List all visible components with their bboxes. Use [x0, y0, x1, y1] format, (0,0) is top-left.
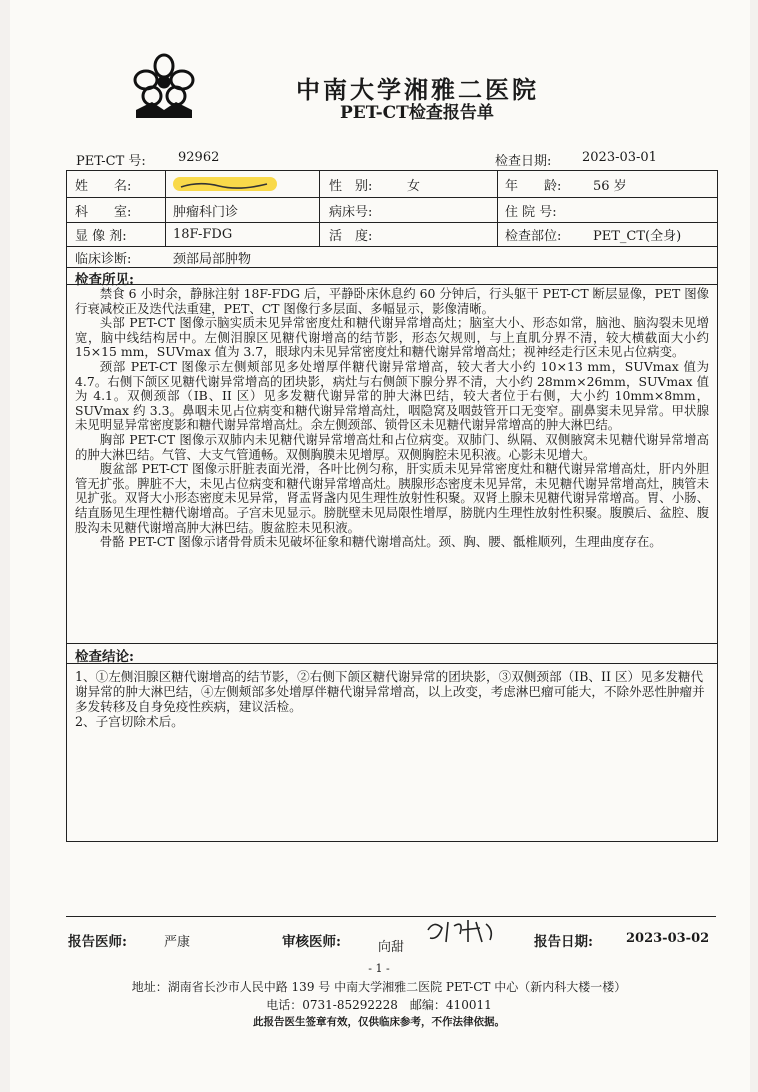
activity-label: 活 度:: [329, 229, 373, 244]
top-info-line: [70, 150, 710, 170]
reviewer-label: 审核医师:: [282, 934, 341, 950]
row-tracer-site: [67, 223, 717, 247]
report-date: 2023-03-02: [626, 931, 710, 946]
exam-date-label: 检查日期:: [495, 154, 552, 169]
findings-body: [75, 287, 709, 550]
row-dept-bed: [67, 198, 717, 223]
conclusion-item: 2、子宫切除术后。: [75, 714, 184, 729]
gender-label: 性 别:: [329, 178, 373, 194]
findings-paragraph: 腹盆部 PET-CT 图像示肝脏表面光滑，各叶比例匀称，肝实质未见异常密度灶和糖代谢异常增高灶，肝内外胆管无扩张。脾脏不大，未见占位病变和糖代谢异常增高灶。胰腺形态密度未见异常，未见糖代谢异常增高灶，胰管未见扩张。双肾大小形态密度未见异常，肾盂肾盏内见生理性放射性积聚。双肾上腺未见糖代谢异常增高。胃、小肠、结直肠见生理性糖代谢增高。子宫未见显示。膀胱壁未见局限性增厚，膀胱内生理性放射性积聚。腹膜后、盆腔、腹股沟未见糖代谢增高肿大淋巴结。腹盆腔未见积液。: [75, 461, 709, 535]
petct-number: 92962: [178, 150, 220, 165]
doctor-label: 报告医师:: [68, 934, 127, 950]
footer-note: 此报告医生签章有效，仅供临床参考，不作法律依据。: [253, 1016, 505, 1028]
report-date-label: 报告日期:: [534, 934, 593, 950]
footer-phone: 电话：0731-85292228 邮编：410011: [266, 998, 492, 1012]
report-title: PET-CT检查报告单: [340, 103, 494, 123]
gender-value: 女: [407, 178, 421, 194]
name-label: 姓 名:: [75, 178, 132, 194]
age-value: 56 岁: [593, 178, 627, 194]
findings-paragraph: 骨骼 PET-CT 图像示诸骨骨质未见破坏征象和糖代谢增高灶。颈、胸、腰、骶椎顺列，生理曲度存在。: [99, 534, 662, 550]
findings-paragraph: 颈部 PET-CT 图像示左侧颊部见多处增厚伴糖代谢异常增高，较大者大小约 10×13 mm，SUVmax 值为 4.7。右侧下颌区见糖代谢异常增高的团块影，病灶与右侧颌下腺分界不清，大小约 28mm×26mm，SUVmax 值为 4.1。双侧颈部（IB、II 区）见多发糖代谢异常的肿大淋巴结，较大者位于右侧，大小约 10mm×8mm，SUVmax 约 3.3。鼻咽未见占位病变和糖代谢异常增高灶，咽隐窝及咽鼓管开口无变窄。副鼻窦未见异常。甲状腺未见明显异常密度影和糖代谢异常增高灶。余左侧颈部、锁骨区未见糖代谢异常增高的肿大淋巴结。: [75, 358, 709, 433]
redacted-name-highlight: [173, 177, 277, 191]
findings-title: 检查所见:: [75, 272, 134, 288]
exam-date: 2023-03-01: [582, 150, 657, 165]
findings-paragraph: 头部 PET-CT 图像示脑实质未见异常密度灶和糖代谢异常增高灶；脑室大小、形态如常，脑池、脑沟裂未见增宽，脑中线结构居中。左侧泪腺区见糖代谢增高的结节影，形态欠规则，与上直肌分界不清，较大横截面大小约 15×15 mm，SUVmax 值为 3.7，眼球内未见异常密度灶和糖代谢异常增高灶；视神经走行区未见占位病变。: [75, 315, 709, 360]
conclusion-item: 1、①左侧泪腺区糖代谢增高的结节影，②右侧下颌区糖代谢异常的团块影，③双侧颈部（IB、II 区）见多发糖代谢异常的肿大淋巴结，④左侧颊部多处增厚伴糖代谢异常增高，以上改变，考虑淋巴瘤可能大，不除外恶性肿瘤并多发转移及自身免疫性疾病，建议活检。: [75, 669, 705, 714]
tracer-value: 18F-FDG: [173, 227, 233, 242]
age-label: 年 龄:: [505, 178, 562, 194]
site-value: PET_CT(全身): [593, 229, 682, 244]
bed-label: 病床号:: [329, 204, 373, 220]
site-label: 检查部位:: [505, 229, 562, 244]
signature-line: [68, 928, 728, 955]
row-diagnosis: [67, 247, 717, 268]
name-value: [173, 171, 277, 197]
hospital-logo: [132, 52, 196, 120]
inpatient-label: 住 院 号:: [505, 204, 557, 220]
findings-paragraph: 禁食 6 小时余，静脉注射 18F-FDG 后，平静卧床休息约 60 分钟后，行头躯干 PET-CT 断层显像，PET 图像行衰减校正及迭代法重建，PET、CT 图像行多层面、多幅显示，影像清晰。: [75, 286, 709, 316]
row-name-gender-age: [67, 171, 717, 198]
hospital-name: 中南大学湘雅二医院: [296, 75, 539, 104]
dept-value: 肿瘤科门诊: [173, 204, 239, 220]
diagnosis-value: 颈部局部肿物: [173, 251, 252, 267]
reviewer-name: 向甜: [378, 940, 405, 955]
handwritten-signature: [424, 916, 504, 946]
doctor-name: 严康: [164, 935, 191, 950]
report-table: [66, 170, 718, 842]
signature-divider: [66, 916, 716, 917]
dept-label: 科 室:: [75, 204, 132, 220]
diagnosis-label: 临床诊断:: [75, 251, 132, 267]
page-number: - 1 -: [368, 962, 390, 975]
petct-number-label: PET-CT 号:: [76, 154, 146, 169]
tracer-label: 显 像 剂:: [75, 229, 127, 244]
conclusion-body: [75, 669, 709, 729]
footer-address: 地址：湖南省长沙市人民中路 139 号 中南大学湘雅二医院 PET-CT 中心（新内科大楼一楼）: [131, 980, 627, 994]
findings-paragraph: 胸部 PET-CT 图像示双肺内未见糖代谢异常增高灶和占位病变。双肺门、纵隔、双侧腋窝未见糖代谢异常增高的肿大淋巴结。气管、大支气管通畅。双侧胸膜未见增厚。双侧胸腔未见积液。心影未见增大。: [75, 431, 709, 462]
conclusion-title: 检查结论:: [75, 649, 134, 665]
